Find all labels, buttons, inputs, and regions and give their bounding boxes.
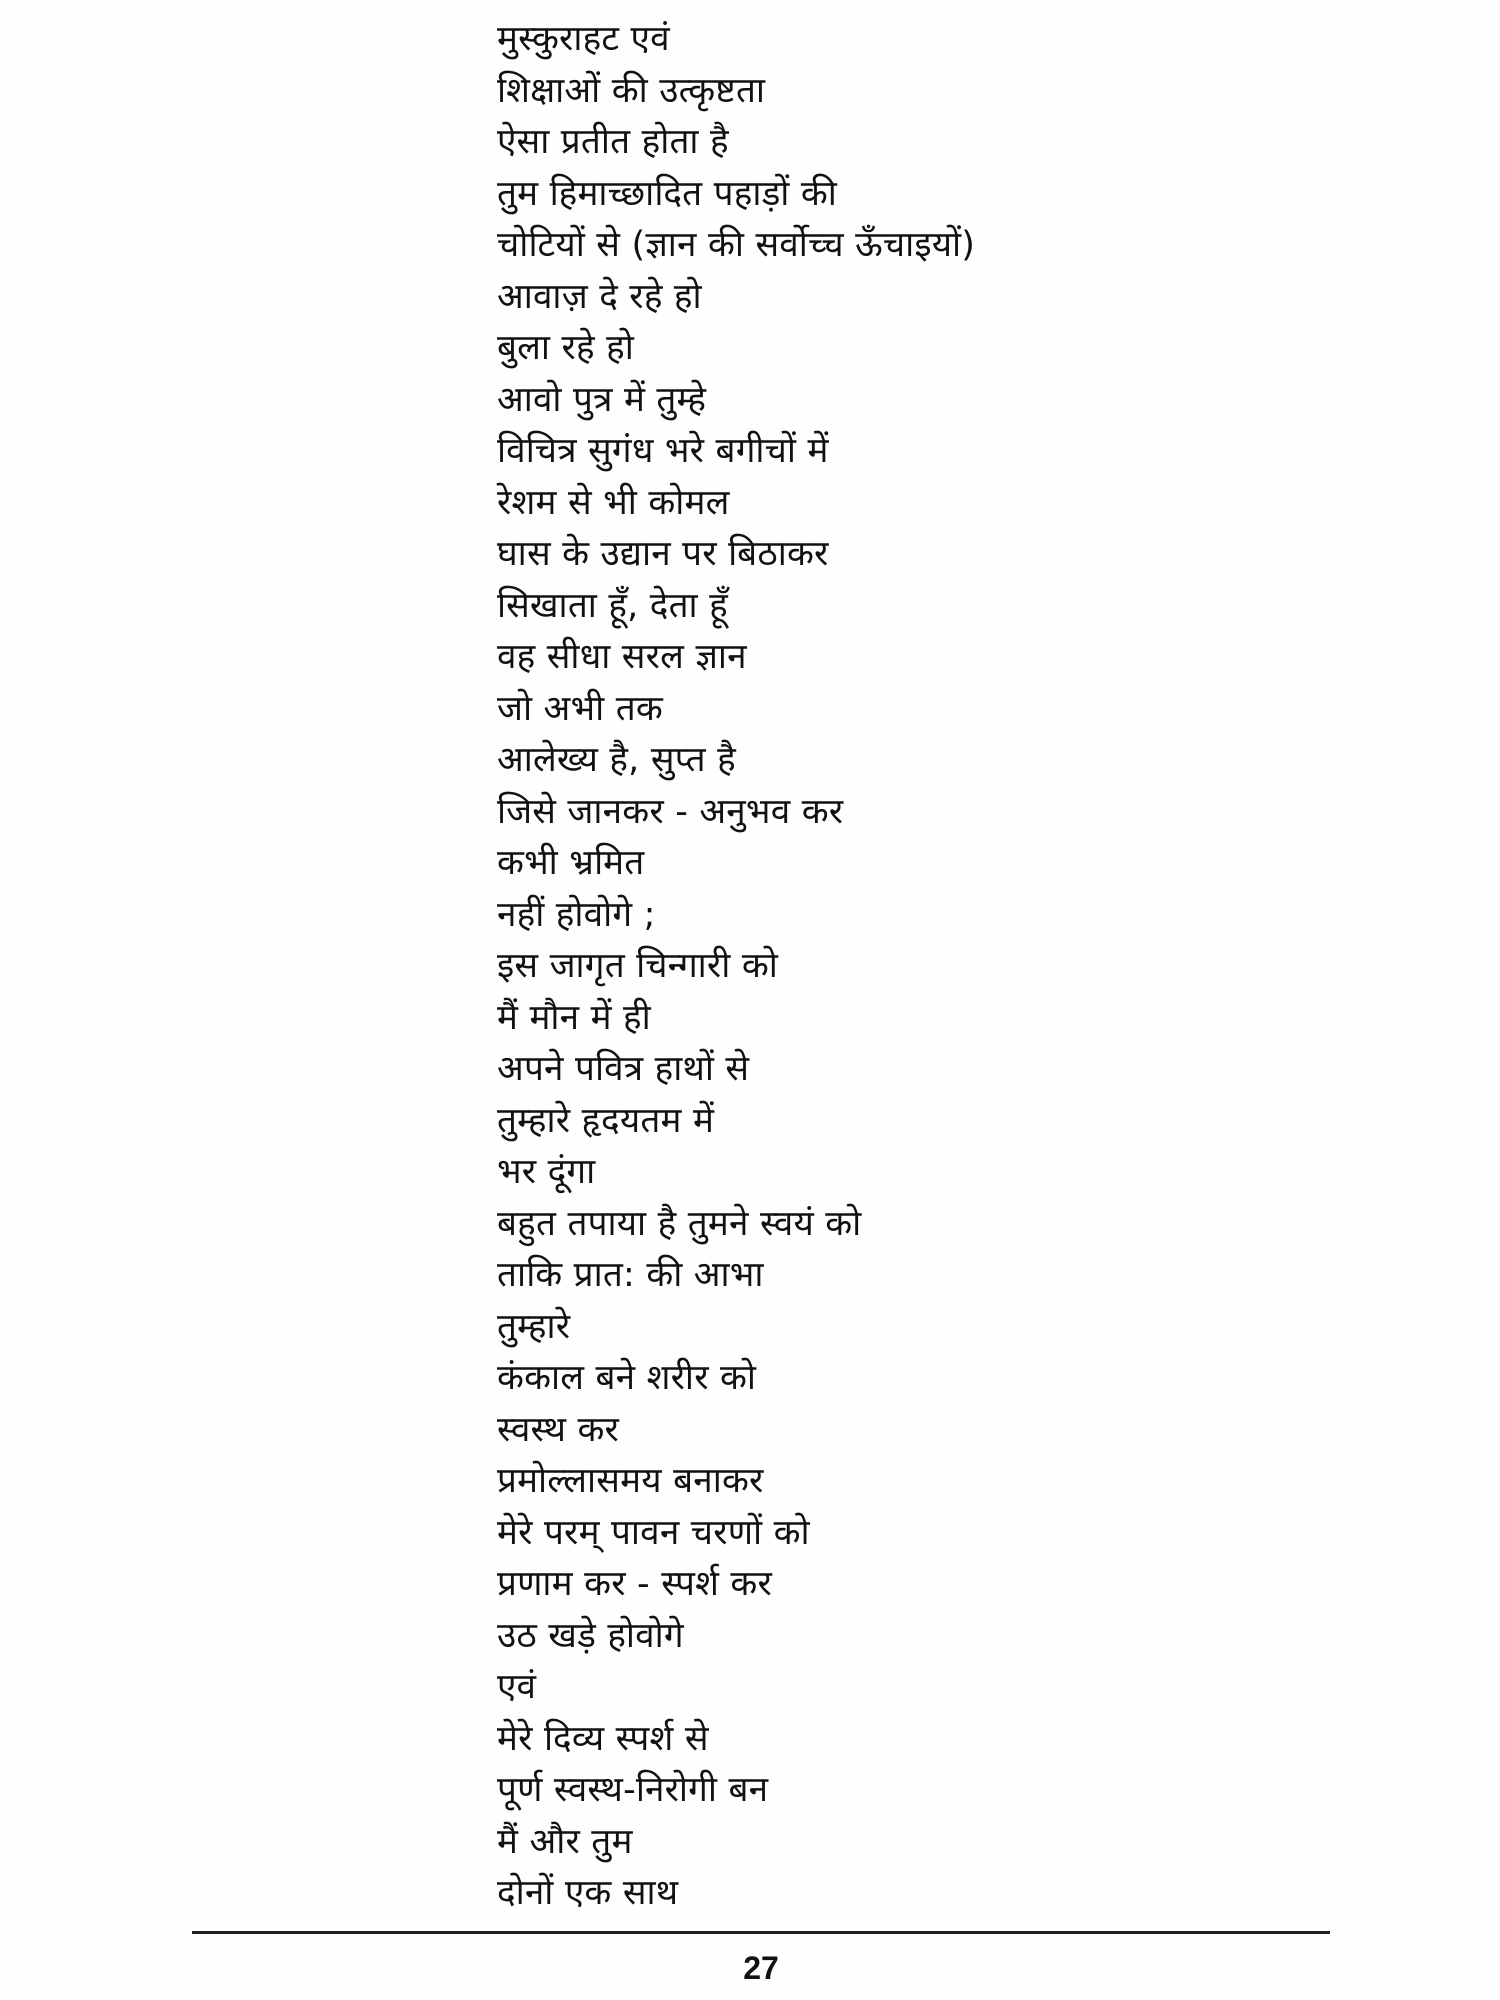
poem-line: पूर्ण स्वस्थ-निरोगी बन bbox=[497, 1770, 769, 1810]
poem-text bbox=[497, 14, 1457, 1920]
poem-line: मैं और तुम bbox=[497, 1821, 633, 1862]
page-number: 27 bbox=[743, 1950, 779, 1986]
poem-line: प्रणाम कर - स्पर्श कर bbox=[497, 1564, 773, 1604]
footer-rule bbox=[192, 1931, 1330, 1934]
poem-line: मैं मौन में ही bbox=[497, 997, 651, 1038]
poem-line: मेरे परम् पावन चरणों को bbox=[497, 1512, 810, 1553]
poem-line: शिक्षाओं की उत्कृष्टता bbox=[497, 70, 766, 111]
poem-line: ताकि प्रात: की आभा bbox=[497, 1255, 764, 1295]
poem-line: कभी भ्रमित bbox=[497, 843, 645, 883]
poem-line: नहीं होवोगे ; bbox=[497, 894, 656, 935]
poem-line: ऐसा प्रतीत होता है bbox=[497, 122, 729, 162]
poem-line: विचित्र सुगंध भरे बगीचों में bbox=[497, 431, 829, 471]
poem-line: इस जागृत चिन्गारी को bbox=[497, 946, 778, 986]
poem-line: स्वस्थ कर bbox=[497, 1409, 620, 1450]
poem-line: तुम्हारे bbox=[497, 1306, 571, 1347]
poem-line: आलेख्य है, सुप्त है bbox=[497, 740, 736, 780]
poem-line: चोटियों से (ज्ञान की सर्वोच्च ऊँचाइयों) bbox=[497, 225, 976, 265]
poem-line: एवं bbox=[497, 1667, 537, 1707]
poem-line: आवो पुत्र में तुम्हे bbox=[497, 379, 707, 420]
poem-line: मुस्कुराहट एवं bbox=[497, 19, 670, 59]
poem-line: जो अभी तक bbox=[497, 688, 663, 729]
poem-line: रेशम से भी कोमल bbox=[497, 482, 730, 523]
poem-line: वह सीधा सरल ज्ञान bbox=[497, 637, 747, 677]
poem-line: उठ खड़े होवोगे bbox=[497, 1615, 684, 1656]
poem-line: घास के उद्यान पर बिठाकर bbox=[497, 534, 829, 574]
poem-line: बुला रहे हो bbox=[497, 328, 634, 368]
poem-line: बहुत तपाया है तुमने स्वयं को bbox=[497, 1203, 862, 1244]
poem-line: दोनों एक साथ bbox=[497, 1873, 679, 1913]
poem-line: आवाज़ दे रहे हो bbox=[497, 276, 702, 317]
poem-line: तुम हिमाच्छादित पहाड़ों की bbox=[497, 173, 838, 214]
poem-line: कंकाल बने शरीर को bbox=[497, 1358, 757, 1398]
poem-line: जिसे जानकर - अनुभव कर bbox=[497, 791, 844, 832]
poem-line: मेरे दिव्य स्पर्श से bbox=[497, 1718, 709, 1759]
poem-line: प्रमोल्लासमय बनाकर bbox=[497, 1461, 764, 1501]
poem-line: अपने पवित्र हाथों से bbox=[497, 1049, 750, 1089]
poem-line: भर दूंगा bbox=[497, 1152, 596, 1192]
poem-line: तुम्हारे हृदयतम में bbox=[497, 1100, 715, 1141]
poem-line: सिखाता हूँ, देता हूँ bbox=[497, 585, 728, 626]
